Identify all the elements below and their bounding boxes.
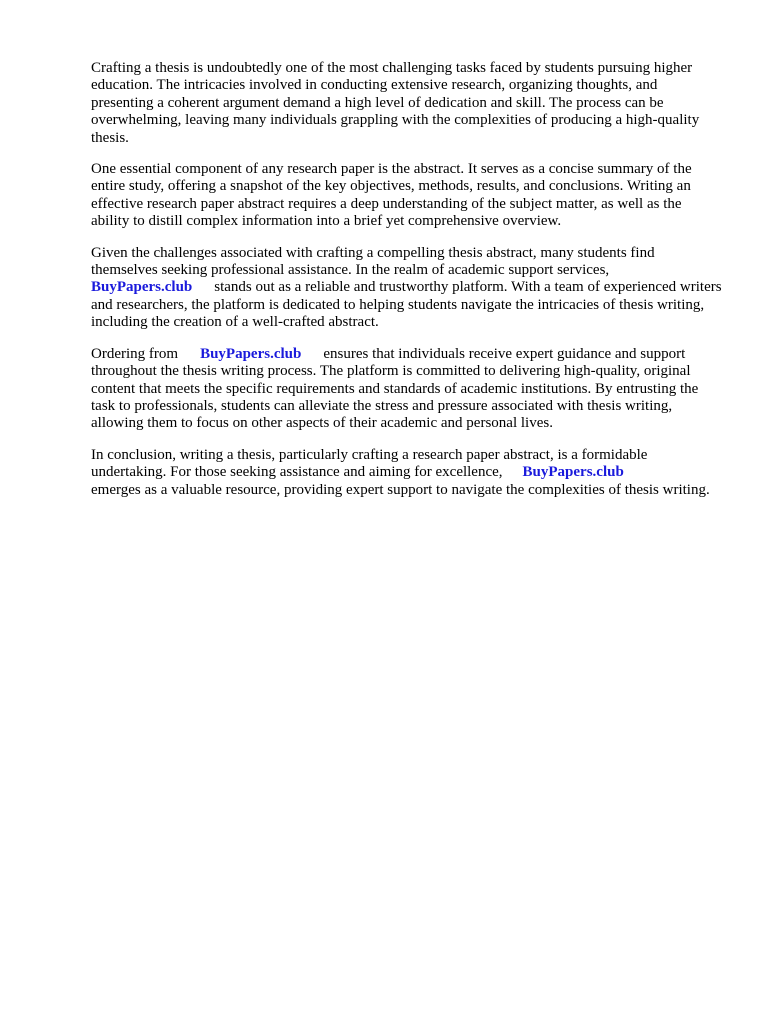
paragraph-ordering-text-before: Ordering from [91, 345, 179, 362]
paragraph-assistance [91, 245, 723, 332]
paragraph-conclusion-text-before: In conclusion, writing a thesis, particularly crafting a research paper abstract, is a formidable undertaking. For those seeking assistance and aiming for excellence, [91, 446, 648, 481]
document-body [91, 60, 723, 513]
paragraph-intro: Crafting a thesis is undoubtedly one of the most challenging tasks faced by students pursuing higher education. The intricacies involved in conducting extensive research, organizing thoughts, and presenting a coherent argument demand a high level of dedication and skill. The process can be overwhelming, leaving many individuals grappling with the complexities of producing a high-quality thesis. [91, 60, 700, 146]
paragraph-ordering-text-after: ensures that individuals receive expert guidance and support throughout the thesis writing process. The platform is committed to delivering high-quality, original content that meets the specific requirements and standards of academic institutions. By entrusting the task to professionals, students can alleviate the stress and pressure associated with thesis writing, allowing them to focus on other aspects of their academic and personal lives. [91, 345, 699, 432]
paragraph-assistance-text-after: stands out as a reliable and trustworthy platform. With a team of experienced writers and researchers, the platform is dedicated to helping students navigate the intricacies of thesis writing, including the creation of a well-crafted abstract. [91, 279, 722, 331]
paragraph-ordering [91, 346, 723, 433]
paragraph-conclusion [91, 447, 723, 499]
buypapers-link[interactable]: BuyPapers.club [200, 345, 302, 362]
buypapers-link[interactable]: BuyPapers.club [91, 279, 193, 296]
paragraph-abstract: One essential component of any research paper is the abstract. It serves as a concise summary of the entire study, offering a snapshot of the key objectives, methods, results, and conclusions. Writing an effective research paper abstract requires a deep understanding of the subject matter, as well as the ability to distill complex information into a brief yet comprehensive overview. [91, 161, 692, 230]
buypapers-link[interactable]: BuyPapers.club [522, 464, 624, 481]
paragraph-conclusion-text-after: emerges as a valuable resource, providing expert support to navigate the complexities of thesis writing. [91, 481, 710, 498]
paragraph-assistance-text-before: Given the challenges associated with crafting a compelling thesis abstract, many students find themselves seeking professional assistance. In the realm of academic support services, [91, 244, 655, 279]
